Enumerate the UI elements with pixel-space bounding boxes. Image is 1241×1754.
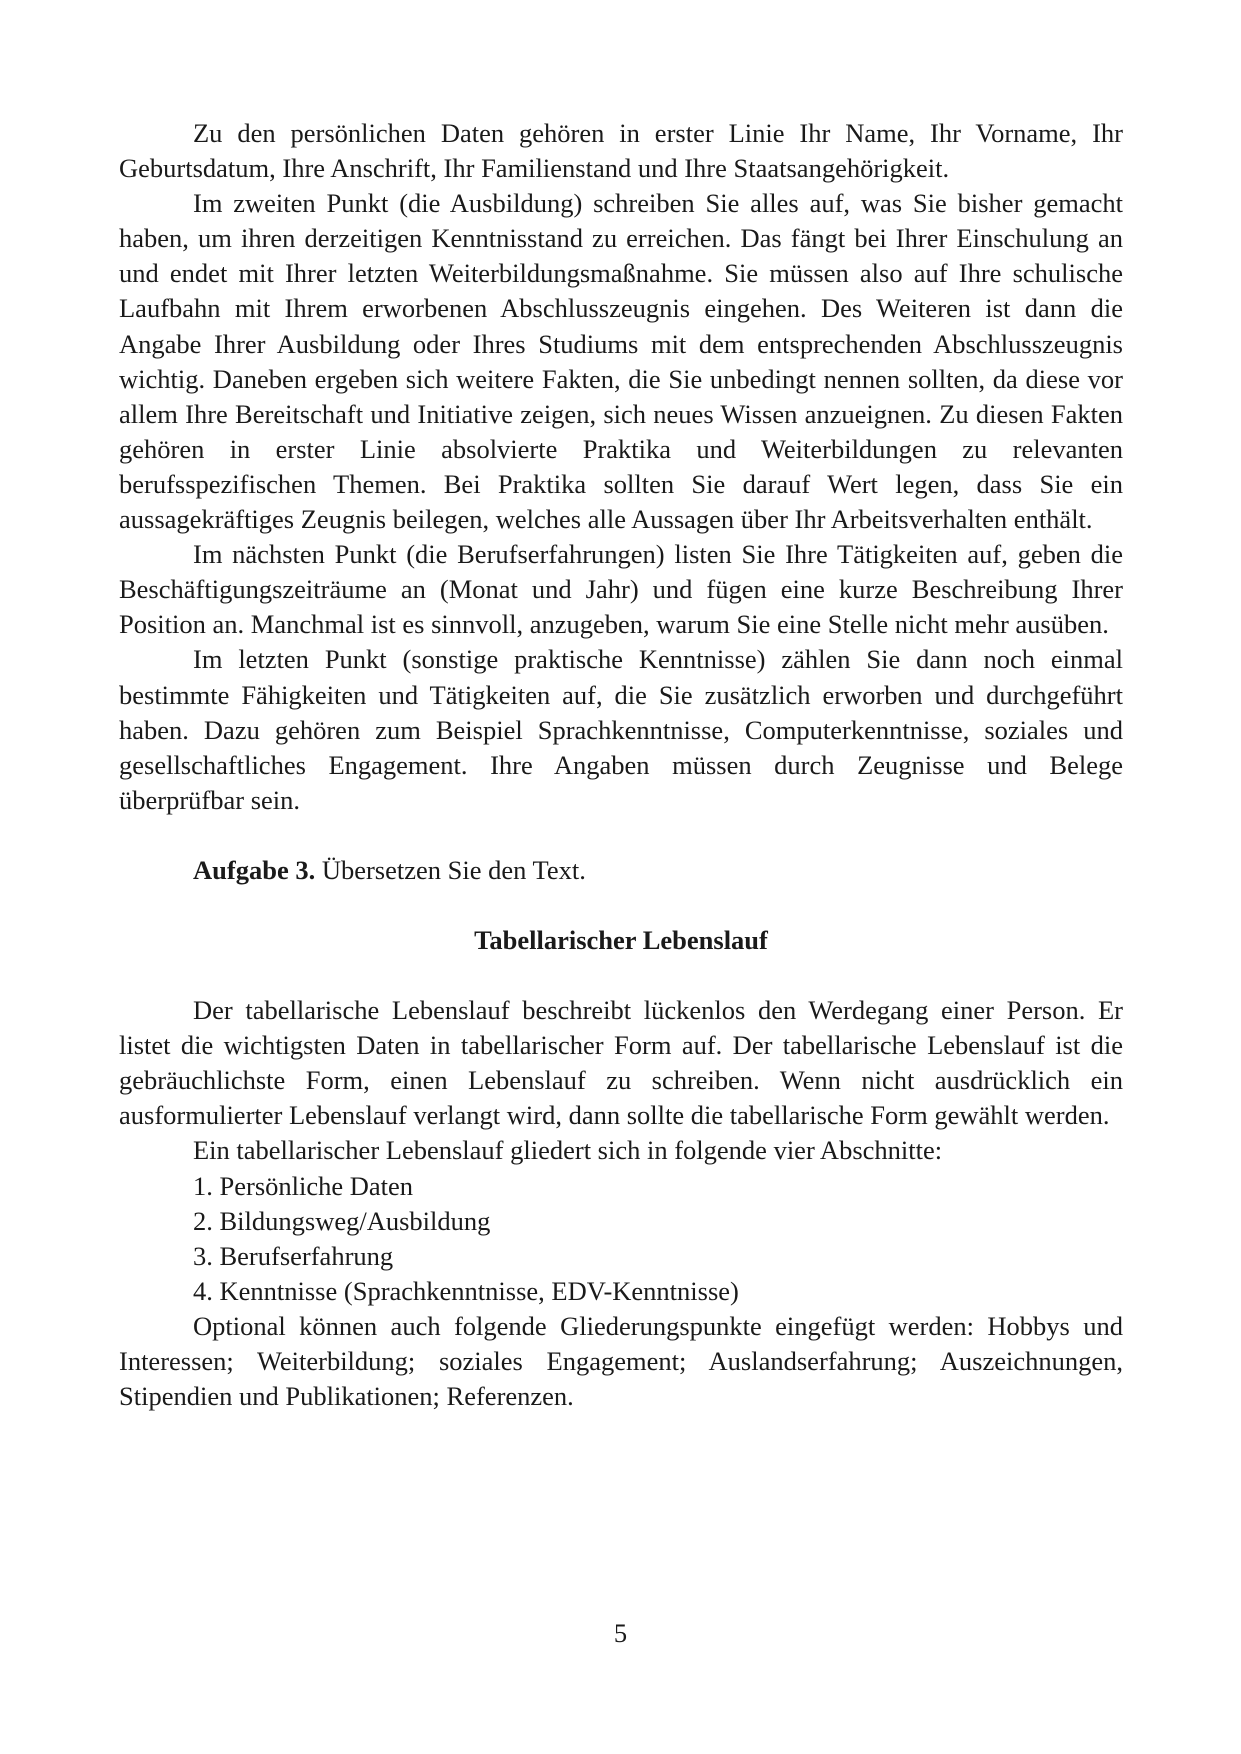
- paragraph-intro: Der tabellarische Lebenslauf beschreibt lückenlos den Werdegang einer Person. Er listet die wichtigsten Daten in tabellarischer Form auf. Der tabellarische Lebenslauf ist die gebräuchlichste Form, einen Lebenslauf zu schreiben. Wenn nicht ausdrücklich ein ausformulierter Lebenslauf verlangt wird, dann sollte die tabellarische Form gewählt werden.: [119, 995, 1123, 1131]
- page-number: 5: [613, 1618, 628, 1648]
- section-heading: Tabellarischer Lebenslauf: [474, 924, 768, 955]
- list-item: 4. Kenntnisse (Sprachkenntnisse, EDV-Kenntnisse): [193, 1275, 739, 1306]
- sections-list: [119, 1169, 1123, 1309]
- list-item: 2. Bildungsweg/Ausbildung: [193, 1205, 491, 1236]
- body-section: [119, 993, 1123, 1414]
- paragraph-sections-intro: Ein tabellarischer Lebenslauf gliedert sich in folgende vier Abschnitte:: [193, 1135, 943, 1166]
- paragraph-work-experience: Im nächsten Punkt (die Berufserfahrungen) listen Sie Ihre Tätigkeiten auf, geben die Beschäftigungszeiträume an (Monat und Jahr) und fügen eine kurze Beschreibung Ihrer Position an. Manchmal ist es sinnvoll, anzugeben, warum Sie eine Stelle nicht mehr ausüben.: [119, 539, 1123, 640]
- list-item: 3. Berufserfahrung: [193, 1240, 394, 1271]
- paragraph-other-skills: Im letzten Punkt (sonstige praktische Kenntnisse) zählen Sie dann noch einmal bestimmte Fähigkeiten und Tätigkeiten auf, die Sie zusätzlich erworben und durchgeführt haben. Dazu gehören zum Beispiel Sprachkenntnisse, Computerkenntnisse, soziales und gesellschaftliches Engagement. Ihre Angaben müssen durch Zeugnisse und Belege überprüfbar sein.: [119, 644, 1123, 815]
- paragraph-personal-data: Zu den persönlichen Daten gehören in erster Linie Ihr Name, Ihr Vorname, Ihr Geburtsdatum, Ihre Anschrift, Ihr Familienstand und Ihre Staatsangehörigkeit.: [119, 118, 1123, 184]
- task-instruction: [119, 853, 1123, 888]
- paragraph-education: Im zweiten Punkt (die Ausbildung) schreiben Sie alles auf, was Sie bisher gemacht haben, um ihren derzeitigen Kenntnisstand zu erreichen. Das fängt bei Ihrer Einschulung an und endet mit Ihrer letzten Weiterbildungsmaßnahme. Sie müssen also auf Ihre schulische Laufbahn mit Ihrem erworbenen Abschlusszeugnis eingehen. Des Weiteren ist dann die Angabe Ihrer Ausbildung oder Ihres Studiums mit dem entsprechenden Abschlusszeugnis wichtig. Daneben ergeben sich weitere Fakten, die Sie unbedingt nennen sollten, da diese vor allem Ihre Bereitschaft und Initiative zeigen, sich neues Wissen anzueignen. Zu diesen Fakten gehören in erster Linie absolvierte Praktika und Weiterbildungen zu relevanten berufsspezifischen Themen. Bei Praktika sollten Sie darauf Wert legen, dass Sie ein aussagekräftiges Zeugnis beilegen, welches alle Aussagen über Ihr Arbeitsverhalten enthält.: [119, 188, 1123, 535]
- task-text: Übersetzen Sie den Text.: [321, 854, 586, 885]
- task-label: Aufgabe 3.: [193, 854, 316, 885]
- list-item: 1. Persönliche Daten: [193, 1170, 414, 1201]
- document-page: [119, 116, 1123, 1414]
- paragraph-optional: Optional können auch folgende Gliederungspunkte eingefügt werden: Hobbys und Interessen; Weiterbildung; soziales Engagement; Auslandserfahrung; Auszeichnungen, Stipendien und Publikationen; Referenzen.: [119, 1310, 1123, 1412]
